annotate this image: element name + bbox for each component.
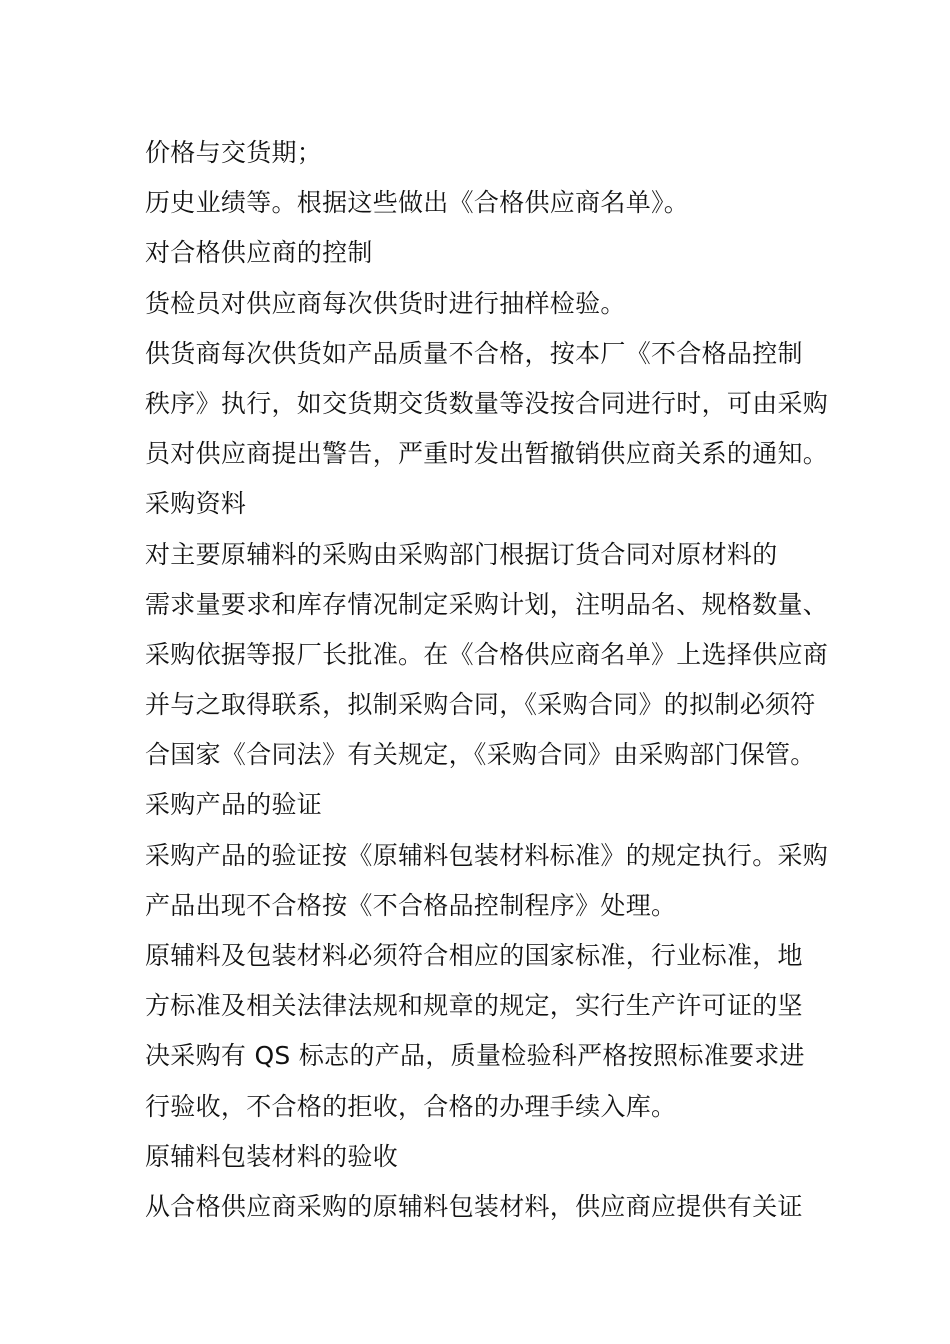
- text-line-inspection: 货检员对供应商每次供货时进行抽样检验。: [145, 288, 626, 318]
- document-body: [145, 128, 829, 1232]
- text-line-history: 历史业绩等。根据这些做出《合格供应商名单》。: [145, 188, 690, 218]
- text-line: 产品出现不合格按《不合格品控制程序》处理。: [145, 890, 677, 920]
- text-line: 行验收，不合格的拒收，合格的办理手续入库。: [145, 1091, 677, 1121]
- text-line: 原辅料及包装材料必须符合相应的国家标准，行业标准，地: [145, 941, 803, 970]
- text-line: 采购依据等报厂长批准。在《合格供应商名单》上选择供应商: [145, 639, 829, 669]
- text-line: 秩序》执行，如交货期交货数量等没按合同进行时，可由采购: [145, 388, 829, 418]
- heading-supplier-control: 对合格供应商的控制: [145, 238, 373, 268]
- text-line: 员对供应商提出警告，严重时发出暂撤销供应商关系的通知。: [145, 439, 829, 469]
- text-line: 合国家《合同法》有关规定，《采购合同》由采购部门保管。: [145, 740, 816, 770]
- text-line: 需求量要求和库存情况制定采购计划，注明品名、规格数量、: [145, 589, 829, 619]
- text-line: 并与之取得联系，拟制采购合同，《采购合同》的拟制必须符: [145, 690, 816, 720]
- text-line-price-delivery: 价格与交货期；: [145, 138, 323, 167]
- heading-product-verification: 采购产品的验证: [145, 790, 323, 820]
- text-line: 对主要原辅料的采购由采购部门根据订货合同对原材料的: [145, 539, 778, 569]
- heading-purchase-data: 采购资料: [145, 489, 247, 519]
- text-line: 决采购有 QS 标志的产品，质量检验科严格按照标准要求进: [145, 1041, 805, 1071]
- text-line: 方标准及相关法律法规和规章的规定，实行生产许可证的坚: [145, 991, 803, 1021]
- text-line: 采购产品的验证按《原辅料包装材料标准》的规定执行。采购: [145, 840, 829, 870]
- text-line: 从合格供应商采购的原辅料包装材料，供应商应提供有关证: [145, 1191, 803, 1221]
- text-line: 供货商每次供货如产品质量不合格，按本厂《不合格品控制: [145, 338, 803, 368]
- heading-materials-acceptance: 原辅料包装材料的验收: [145, 1141, 399, 1171]
